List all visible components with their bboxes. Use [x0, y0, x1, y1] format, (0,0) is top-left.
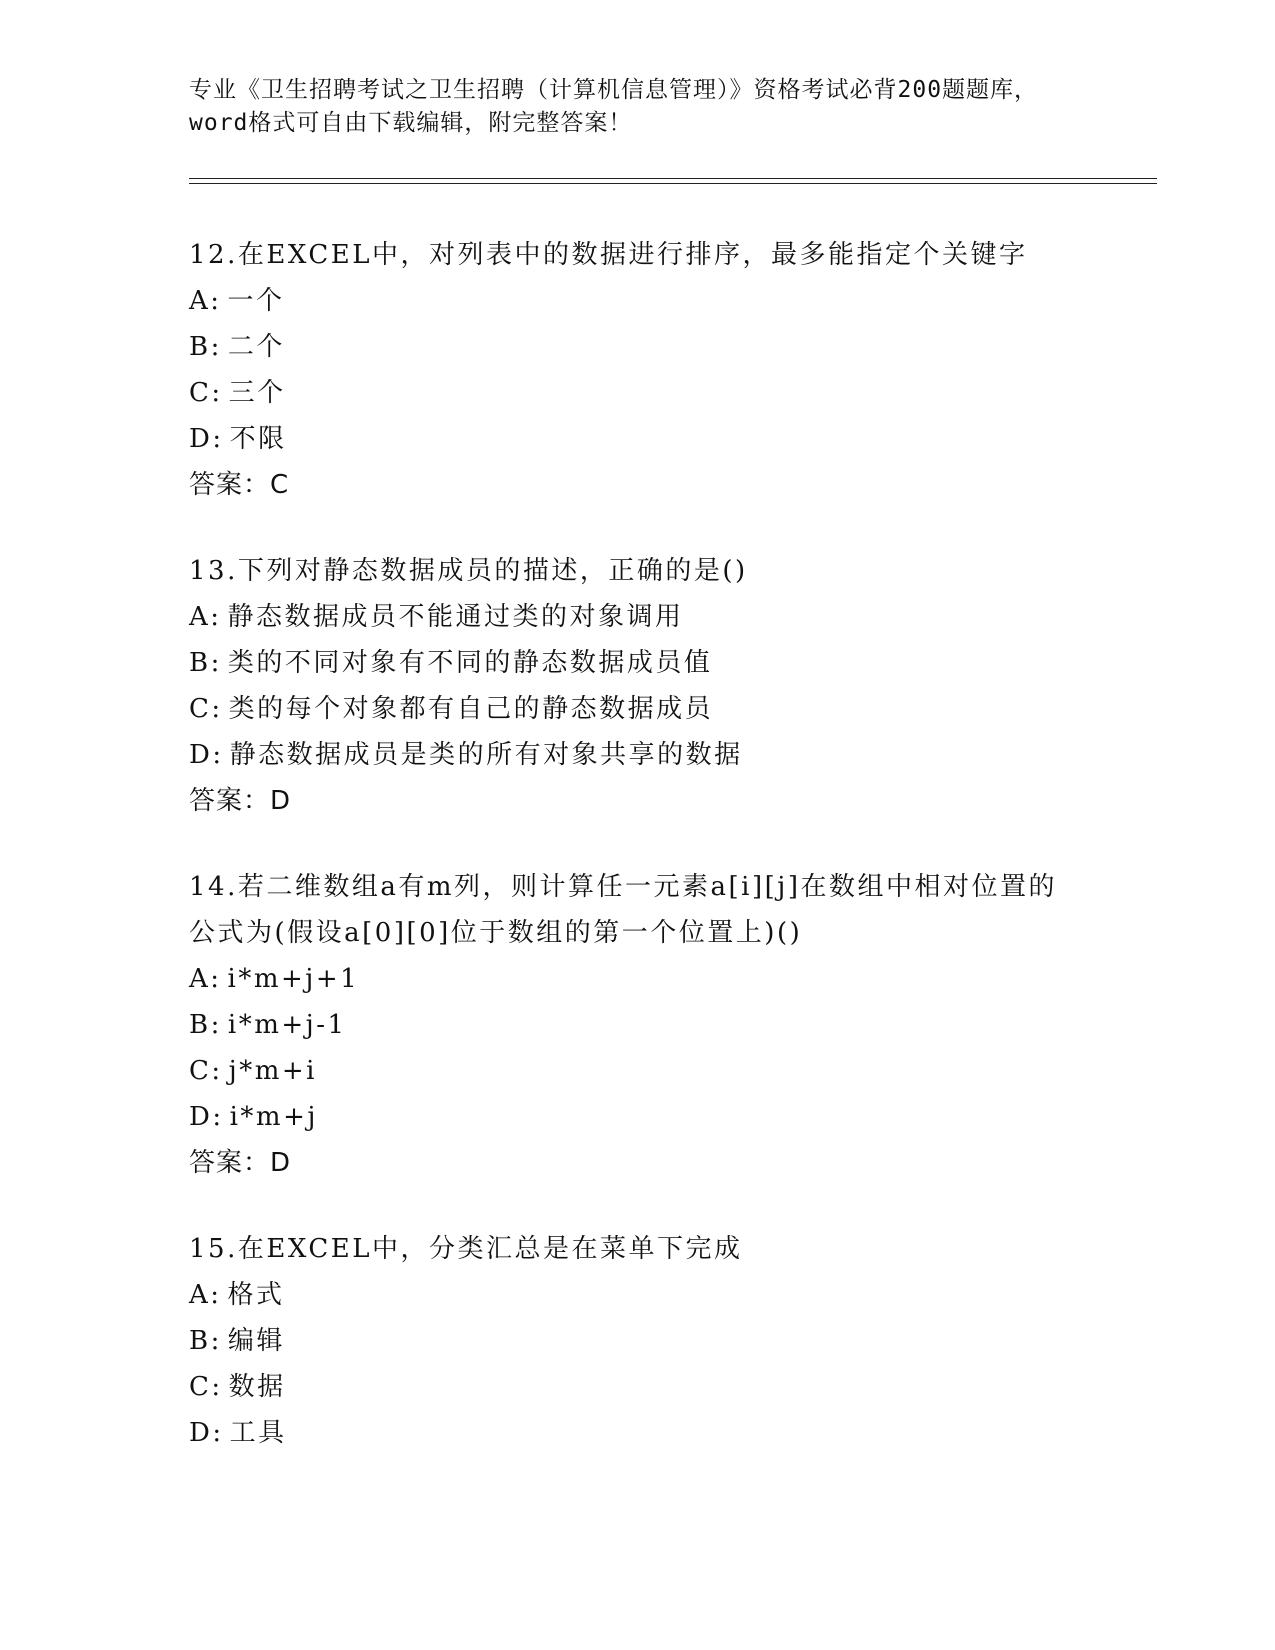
- option-text: i*m+j: [229, 1102, 318, 1132]
- option-key: B:: [189, 1326, 222, 1356]
- option-text: i*m+j-1: [227, 1010, 347, 1040]
- option-b: [189, 1318, 1109, 1364]
- answer-value: D: [270, 1148, 292, 1178]
- option-key: D:: [189, 1418, 224, 1448]
- question-13: [189, 548, 1109, 824]
- option-key: B:: [189, 332, 222, 362]
- option-b: [189, 640, 1109, 686]
- option-d: [189, 732, 1109, 778]
- answer-label: 答案：: [189, 786, 271, 816]
- option-key: A:: [189, 602, 222, 632]
- answer-line: [189, 1140, 1109, 1186]
- answer-line: [189, 462, 1109, 508]
- header-line-1: 专业《卫生招聘考试之卫生招聘（计算机信息管理）》资格考试必背200题题库，: [189, 77, 1039, 103]
- question-title: 12.在EXCEL中，对列表中的数据进行排序，最多能指定个关键字: [189, 240, 1028, 270]
- option-text: 格式: [227, 1280, 285, 1310]
- option-key: C:: [189, 694, 223, 724]
- header-divider-top: [189, 178, 1157, 179]
- option-text: 静态数据成员不能通过类的对象调用: [227, 602, 684, 632]
- option-text: 二个: [227, 332, 285, 362]
- question-15: [189, 1226, 1109, 1456]
- option-text: 三个: [228, 378, 286, 408]
- option-text: 类的不同对象有不同的静态数据成员值: [227, 648, 713, 678]
- answer-line: [189, 778, 1109, 824]
- option-a: [189, 594, 1109, 640]
- answer-label: 答案：: [189, 470, 271, 500]
- option-c: [189, 686, 1109, 732]
- option-text: 不限: [229, 424, 287, 454]
- question-14: [189, 864, 1109, 1186]
- option-text: 数据: [228, 1372, 286, 1402]
- header-line-2: word格式可自由下载编辑，附完整答案！: [189, 110, 633, 136]
- document-header: [189, 74, 1089, 140]
- option-text: j*m+i: [228, 1056, 317, 1086]
- answer-value: C: [270, 470, 290, 500]
- option-a: [189, 278, 1109, 324]
- option-text: 工具: [229, 1418, 287, 1448]
- option-key: C:: [189, 1056, 223, 1086]
- option-text: 一个: [227, 286, 285, 316]
- option-c: [189, 1048, 1109, 1094]
- option-d: [189, 416, 1109, 462]
- option-d: [189, 1094, 1109, 1140]
- option-b: [189, 324, 1109, 370]
- option-key: C:: [189, 378, 223, 408]
- option-key: A:: [189, 964, 222, 994]
- question-title: 14.若二维数组a有m列，则计算任一元素a[i][j]在数组中相对位置的公式为(假设a[0][0]位于数组的第一个位置上)(): [189, 872, 1057, 948]
- header-divider-bottom: [189, 183, 1157, 184]
- option-key: D:: [189, 1102, 224, 1132]
- answer-value: D: [270, 786, 292, 816]
- option-key: B:: [189, 648, 222, 678]
- option-text: 编辑: [227, 1326, 285, 1356]
- option-c: [189, 1364, 1109, 1410]
- option-key: B:: [189, 1010, 222, 1040]
- option-d: [189, 1410, 1109, 1456]
- option-key: A:: [189, 286, 222, 316]
- option-key: C:: [189, 1372, 223, 1402]
- question-title: 15.在EXCEL中，分类汇总是在菜单下完成: [189, 1234, 743, 1264]
- option-text: i*m+j+1: [227, 964, 360, 994]
- option-text: 静态数据成员是类的所有对象共享的数据: [229, 740, 743, 770]
- option-a: [189, 956, 1109, 1002]
- option-text: 类的每个对象都有自己的静态数据成员: [228, 694, 714, 724]
- option-key: D:: [189, 424, 224, 454]
- question-title: 13.下列对静态数据成员的描述，正确的是(): [189, 556, 748, 586]
- option-key: A:: [189, 1280, 222, 1310]
- answer-label: 答案：: [189, 1148, 271, 1178]
- option-b: [189, 1002, 1109, 1048]
- option-a: [189, 1272, 1109, 1318]
- question-12: [189, 232, 1109, 508]
- option-c: [189, 370, 1109, 416]
- option-key: D:: [189, 740, 224, 770]
